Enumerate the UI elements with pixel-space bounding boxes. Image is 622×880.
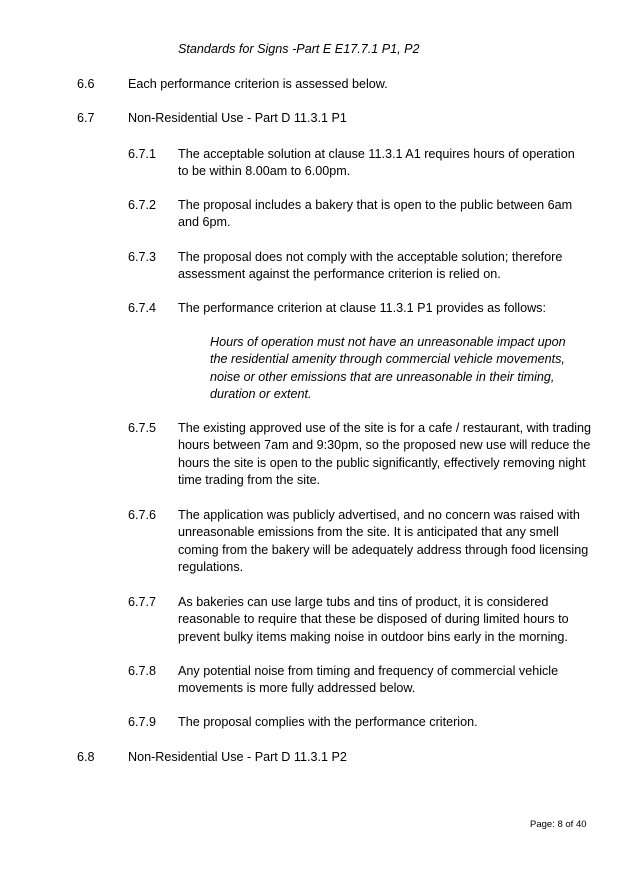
- subsection-number-6-7-6: 6.7.6: [128, 508, 157, 522]
- subsection-text-6-7-9: [178, 714, 588, 731]
- quote-line: duration or extent.: [210, 387, 312, 402]
- paragraph-line: time trading from the site.: [178, 473, 321, 488]
- paragraph-line: reasonable to require that these be disposed of during limited hours to: [178, 612, 569, 627]
- subsection-number-6-7-1: 6.7.1: [128, 147, 157, 161]
- subsection-number-6-7-9: 6.7.9: [128, 715, 157, 729]
- paragraph-line: hours between 7am and 9:30pm, so the proposed new use will reduce the: [178, 438, 591, 453]
- quote-line: noise or other emissions that are unreasonable in their timing,: [210, 369, 555, 384]
- paragraph-line: The performance criterion at clause 11.3.1 P1 provides as follows:: [178, 301, 546, 315]
- subsection-text-6-7-3: [178, 249, 588, 284]
- performance-criterion-quote: [210, 334, 590, 404]
- page-number: Page: 8 of 40: [530, 819, 587, 830]
- subsection-number-6-7-2: 6.7.2: [128, 198, 157, 212]
- paragraph-line: coming from the bakery will be adequately address through food licensing: [178, 542, 589, 557]
- paragraph-line: and 6pm.: [178, 215, 231, 230]
- section-heading-6-7: Non-Residential Use - Part D 11.3.1 P1: [128, 111, 347, 125]
- paragraph-line: The existing approved use of the site is for a cafe / restaurant, with trading: [178, 421, 592, 435]
- paragraph-line: prevent bulky items making noise in outdoor bins early in the morning.: [178, 629, 568, 644]
- subsection-text-6-7-7: [178, 594, 588, 646]
- paragraph-line: assessment against the performance criterion is relied on.: [178, 267, 501, 282]
- paragraph-line: As bakeries can use large tubs and tins of product, it is considered: [178, 595, 549, 609]
- subsection-number-6-7-5: 6.7.5: [128, 421, 157, 435]
- paragraph-line: The application was publicly advertised, and no concern was raised with: [178, 508, 580, 522]
- quote-line: the residential amenity through commercial vehicle movements,: [210, 352, 565, 367]
- paragraph-line: to be within 8.00am to 6.00pm.: [178, 164, 351, 179]
- subsection-number-6-7-3: 6.7.3: [128, 250, 157, 264]
- subsection-text-6-7-8: [178, 663, 588, 698]
- paragraph-line: The proposal does not comply with the acceptable solution; therefore: [178, 250, 563, 264]
- paragraph-line: The proposal includes a bakery that is open to the public between 6am: [178, 198, 573, 212]
- section-heading-6-8: Non-Residential Use - Part D 11.3.1 P2: [128, 750, 347, 764]
- quote-line: Hours of operation must not have an unreasonable impact upon: [210, 335, 566, 349]
- subsection-text-6-7-6: [178, 507, 588, 577]
- paragraph-line: hours the site is open to the public significantly, effectively removing night: [178, 455, 586, 470]
- paragraph-line: The acceptable solution at clause 11.3.1 A1 requires hours of operation: [178, 147, 575, 161]
- section-number-6-7: 6.7: [77, 111, 95, 125]
- subsection-number-6-7-4: 6.7.4: [128, 301, 157, 315]
- subsection-text-6-7-4: [178, 300, 588, 317]
- section-number-6-8: 6.8: [77, 750, 95, 764]
- page-header: Standards for Signs -Part E E17.7.1 P1, P2: [178, 42, 420, 56]
- paragraph-line: Any potential noise from timing and frequency of commercial vehicle: [178, 664, 559, 678]
- subsection-number-6-7-8: 6.7.8: [128, 664, 157, 678]
- subsection-text-6-7-1: [178, 146, 588, 181]
- section-number-6-6: 6.6: [77, 77, 95, 91]
- paragraph-line: movements is more fully addressed below.: [178, 681, 416, 696]
- paragraph-line: regulations.: [178, 560, 244, 575]
- subsection-number-6-7-7: 6.7.7: [128, 595, 157, 609]
- section-text-6-6: Each performance criterion is assessed below.: [128, 77, 388, 91]
- paragraph-line: unreasonable emissions from the site. It is anticipated that any smell: [178, 525, 559, 540]
- subsection-text-6-7-2: [178, 197, 588, 232]
- subsection-text-6-7-5: [178, 420, 592, 490]
- paragraph-line: The proposal complies with the performance criterion.: [178, 715, 478, 729]
